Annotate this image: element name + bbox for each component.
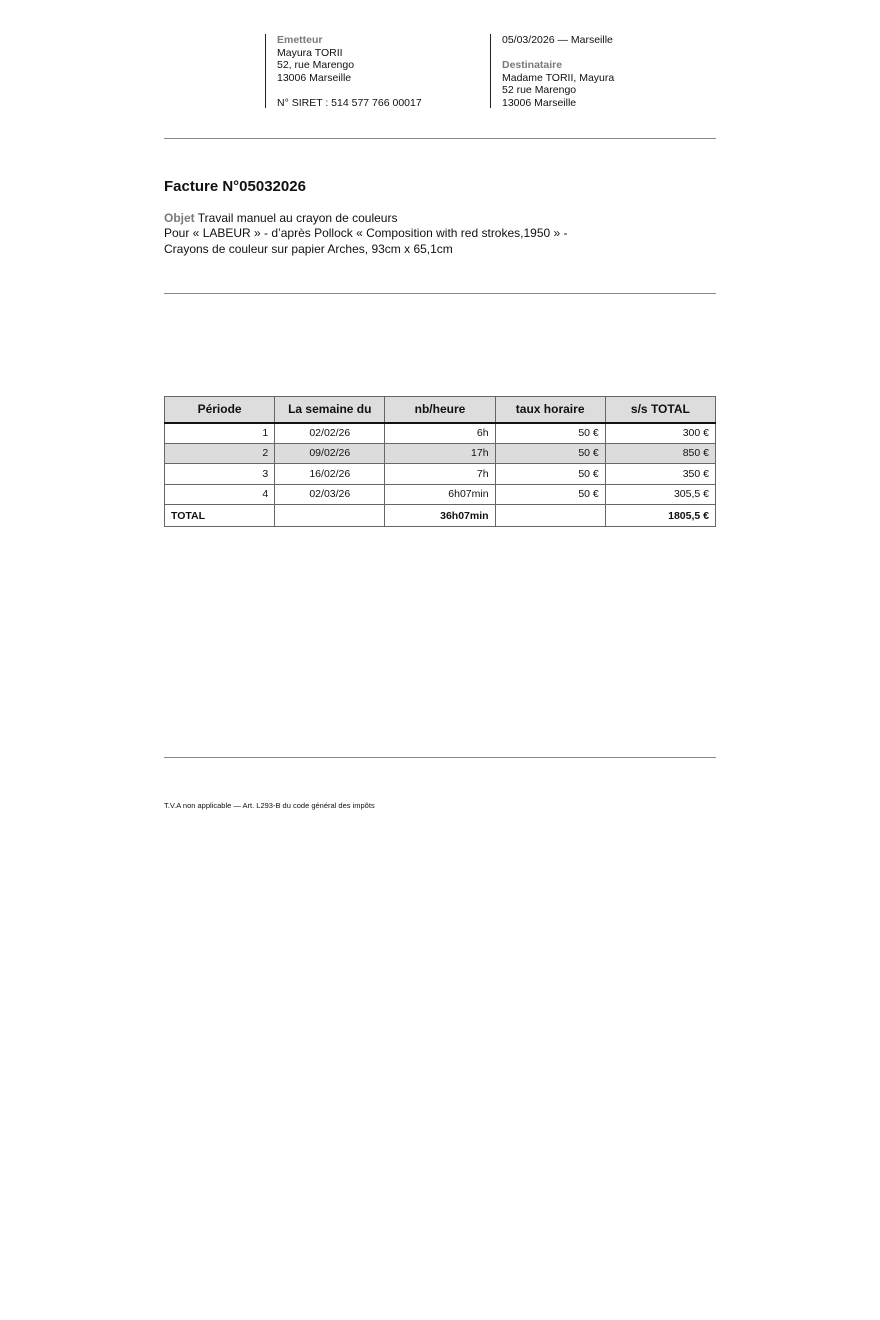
cell-periode: 1 [165, 423, 275, 444]
cell-semaine: 09/02/26 [275, 443, 385, 464]
header-semaine: La semaine du [275, 397, 385, 423]
object-description-line2: Crayons de couleur sur papier Arches, 93cm x 65,1cm [164, 241, 453, 256]
cell-subtotal: 305,5 € [605, 484, 715, 505]
vat-note: T.V.A non applicable — Art. L293-B du code général des impôts [164, 801, 375, 810]
cell-subtotal: 300 € [605, 423, 715, 444]
invoice-object [164, 211, 716, 257]
table-header-row [165, 397, 716, 423]
cell-semaine: 02/02/26 [275, 423, 385, 444]
cell-hours: 6h [385, 423, 495, 444]
invoice-title: Facture N°05032026 [164, 178, 306, 195]
header-periode: Période [165, 397, 275, 423]
header-taux-horaire: taux horaire [495, 397, 605, 423]
recipient-block [490, 34, 710, 108]
recipient-name: Madame TORII, Mayura [502, 71, 615, 84]
table-row [165, 443, 716, 464]
sender-siret: N° SIRET : 514 577 766 00017 [277, 96, 422, 109]
cell-rate: 50 € [495, 423, 605, 444]
cell-semaine: 16/02/26 [275, 464, 385, 485]
cell-periode: 4 [165, 484, 275, 505]
cell-rate: 50 € [495, 464, 605, 485]
total-hours: 36h07min [385, 505, 495, 527]
sender-block [265, 34, 465, 108]
recipient-address-line2: 13006 Marseille [502, 96, 577, 109]
cell-subtotal: 350 € [605, 464, 715, 485]
cell-hours: 6h07min [385, 484, 495, 505]
invoice-date-place: 05/03/2026 — Marseille [502, 34, 613, 46]
table-row [165, 423, 716, 444]
total-amount: 1805,5 € [605, 505, 715, 527]
sender-address-line2: 13006 Marseille [277, 71, 352, 84]
object-label: Objet [164, 211, 195, 225]
object-text: Travail manuel au crayon de couleurs [197, 211, 398, 225]
sender-address-line1: 52, rue Marengo [277, 59, 355, 71]
object-description-line1: Pour « LABEUR » - d’après Pollock « Composition with red strokes,1950 » - [164, 226, 568, 241]
divider-middle [164, 293, 716, 294]
spacer [502, 47, 710, 60]
spacer [277, 84, 465, 97]
cell-rate: 50 € [495, 443, 605, 464]
total-empty-cell [275, 505, 385, 527]
cell-periode: 2 [165, 443, 275, 464]
cell-periode: 3 [165, 464, 275, 485]
recipient-label: Destinataire [502, 59, 563, 71]
table-row [165, 484, 716, 505]
recipient-address-line1: 52 rue Marengo [502, 84, 577, 96]
divider-bottom [164, 757, 716, 758]
cell-semaine: 02/03/26 [275, 484, 385, 505]
table-row [165, 464, 716, 485]
header-ss-total: s/s TOTAL [605, 397, 715, 423]
invoice-table [164, 396, 716, 527]
total-empty-cell [495, 505, 605, 527]
table-total-row [165, 505, 716, 527]
cell-subtotal: 850 € [605, 443, 715, 464]
total-label: TOTAL [165, 505, 275, 527]
sender-name: Mayura TORII [277, 46, 343, 59]
header-nb-heure: nb/heure [385, 397, 495, 423]
divider-top [164, 138, 716, 139]
cell-hours: 7h [385, 464, 495, 485]
cell-rate: 50 € [495, 484, 605, 505]
cell-hours: 17h [385, 443, 495, 464]
sender-label: Emetteur [277, 34, 323, 46]
